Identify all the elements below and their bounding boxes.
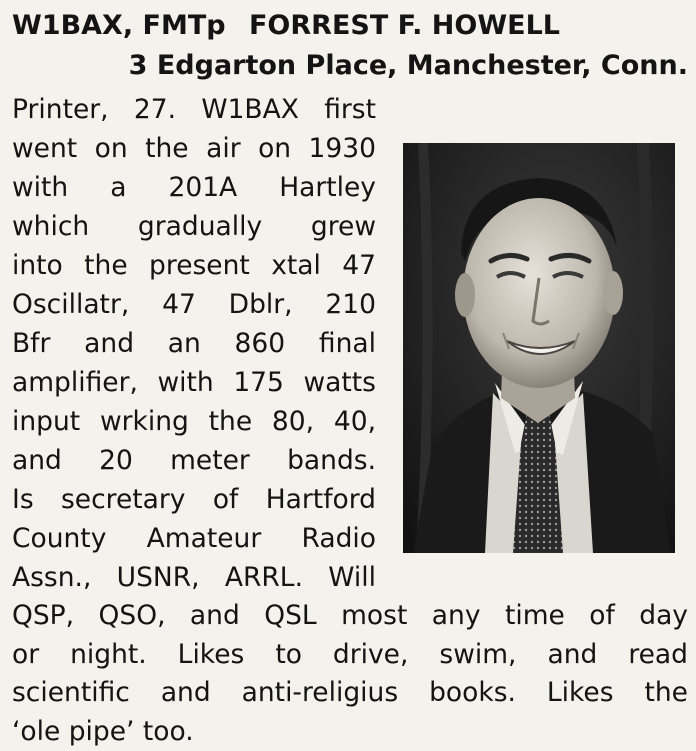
portrait-photo [403, 143, 675, 553]
portrait-illustration [403, 143, 675, 553]
biography-line: or night. Likes to drive, swim, and read [12, 636, 688, 675]
biography-line: went on the air on 1930 [12, 129, 376, 168]
biography-line: County Amateur Radio [12, 519, 376, 558]
biography-line: into the present xtal 47 [12, 246, 376, 285]
biography-line: with a 201A Hartley [12, 168, 376, 207]
biography-line: input wrking the 80, 40, [12, 402, 376, 441]
biography-line: Bfr and an 860 final [12, 324, 376, 363]
biography-column [12, 90, 376, 597]
biography-line: Is secretary of Hartford [12, 480, 376, 519]
callsign: W1BAX, FMTp [12, 10, 226, 41]
member-name: FORREST F. HOWELL [249, 10, 560, 41]
biography-line: scientific and anti-religius books. Likes the [12, 674, 688, 713]
biography-line: Oscillatr, 47 Dblr, 210 [12, 285, 376, 324]
biography-line: ‘ole pipe’ too. [12, 713, 688, 751]
entry-heading [12, 8, 560, 44]
biography-line: amplifier, with 175 watts [12, 363, 376, 402]
member-address: 3 Edgarton Place, Manchester, Conn. [129, 48, 688, 84]
biography-continuation [12, 597, 688, 751]
biography-line: which gradually grew [12, 207, 376, 246]
biography-line: and 20 meter bands. [12, 441, 376, 480]
biography-line: Printer, 27. W1BAX first [12, 90, 376, 129]
biography-line: QSP, QSO, and QSL most any time of day [12, 597, 688, 636]
biography-line: Assn., USNR, ARRL. Will [12, 558, 376, 597]
